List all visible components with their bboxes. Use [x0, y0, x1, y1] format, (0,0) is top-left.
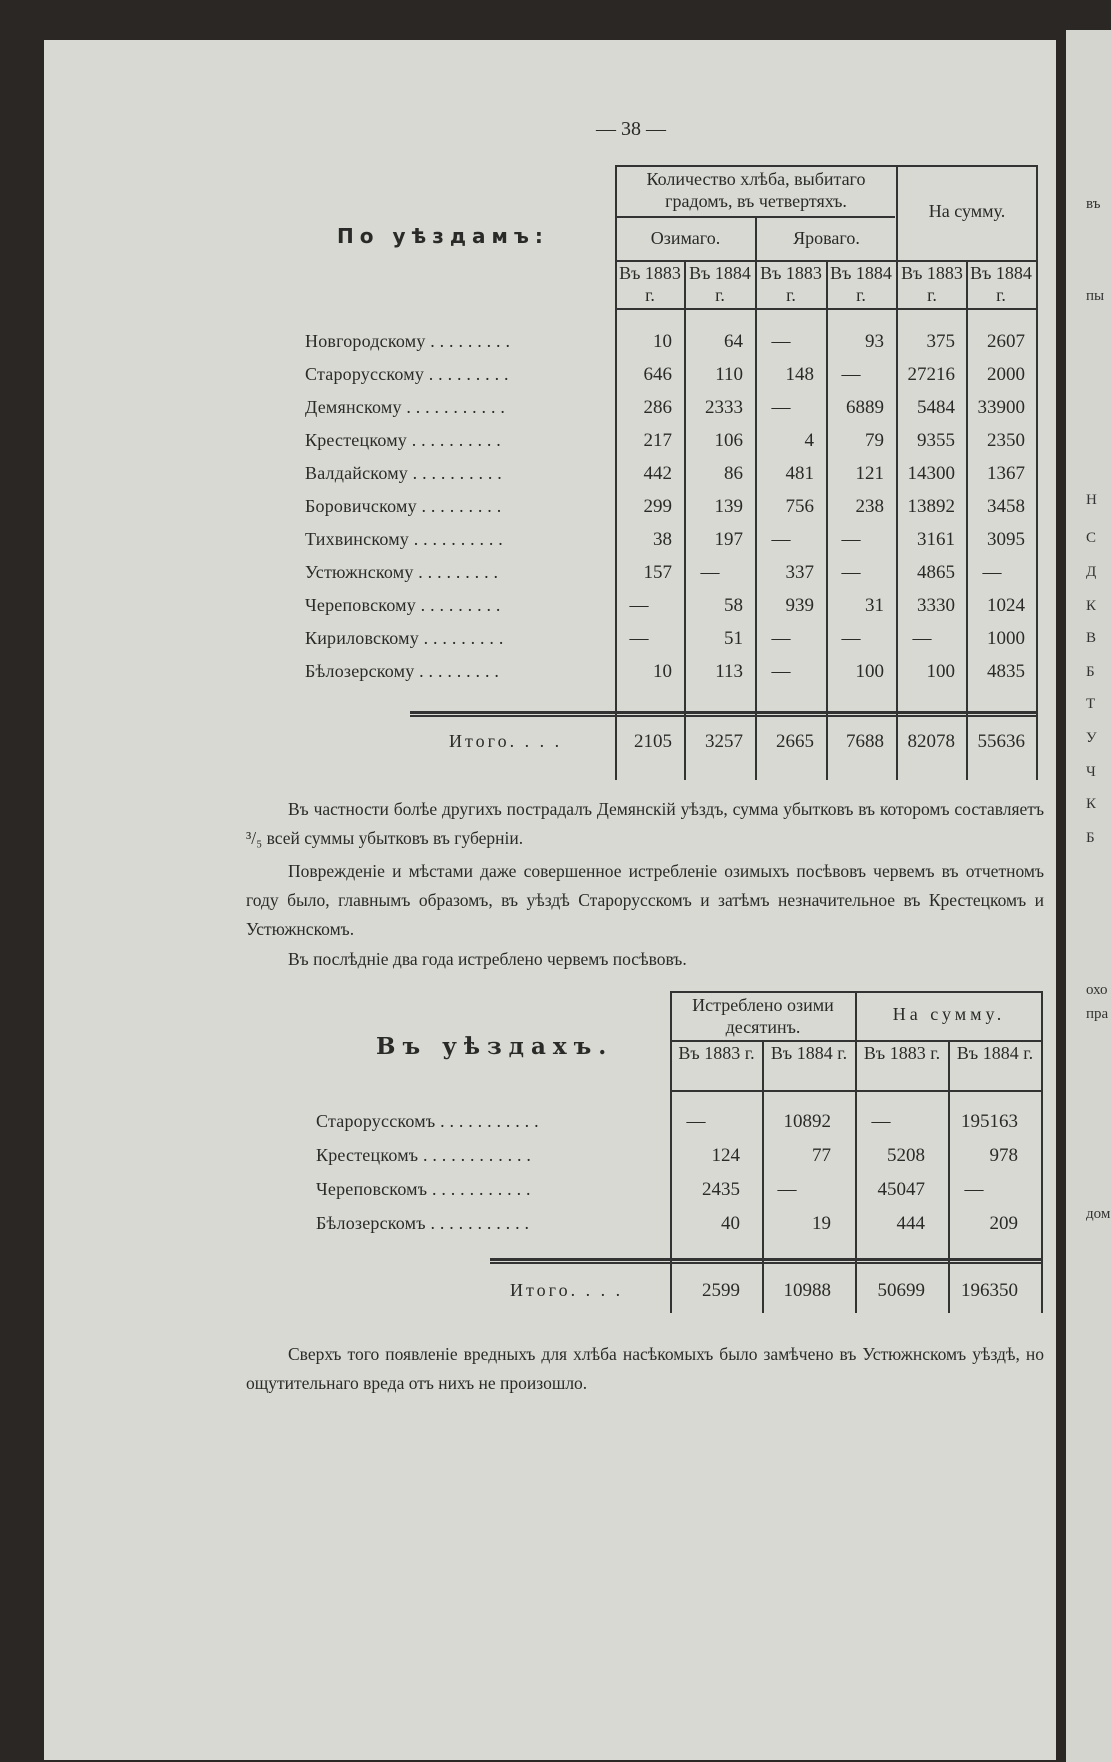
table1-cell: 58	[724, 595, 743, 616]
table1-cell: —	[771, 529, 791, 550]
edge-fragment: Д	[1086, 564, 1097, 580]
table1-cell: —	[841, 364, 861, 385]
table1-cell: 100	[926, 661, 955, 682]
table1-cell: 2000	[987, 364, 1025, 385]
table1-cell: 756	[785, 496, 814, 517]
table1-cell: 148	[785, 364, 814, 385]
table1-cell: 3330	[917, 595, 955, 616]
table2-year-header: Въ 1883 г.	[863, 1043, 941, 1063]
edge-fragment: пы	[1086, 288, 1105, 304]
table1-cell: 337	[785, 562, 814, 583]
table1-row-label: Боровичскому . . . . . . . . .	[305, 496, 502, 516]
table1-row-label: Новгородскому . . . . . . . . .	[305, 331, 511, 351]
page-number: — 38 —	[596, 118, 666, 140]
table1-cell: 5484	[917, 397, 955, 418]
table2-total-cell: 10988	[783, 1280, 831, 1301]
edge-fragment: въ	[1086, 196, 1101, 212]
table1-total-cell: 7688	[846, 731, 884, 752]
paragraph-two-years: Въ послѣдніе два года истреблено червемъ посѣвовъ.	[288, 949, 687, 969]
facing-page-edge	[1066, 30, 1111, 1762]
edge-fragment: С	[1086, 530, 1097, 546]
table2-sum-group-header: На сумму.	[892, 1004, 1006, 1024]
table1-row-label: Устюжнскому . . . . . . . . .	[305, 562, 499, 582]
table1-row-label: Кириловскому . . . . . . . . .	[305, 628, 504, 648]
table1-row-label: Старорусскому . . . . . . . . .	[305, 364, 509, 384]
table1-cell: —	[629, 628, 649, 649]
edge-fragment: дом	[1086, 1206, 1111, 1222]
edge-fragment: Ч	[1086, 764, 1096, 780]
table1-cell: —	[700, 562, 720, 583]
table2-year-header: Въ 1884 г.	[770, 1043, 848, 1063]
table1-cell: 100	[855, 661, 884, 682]
table1-year-header: Въ 1884 г.	[689, 263, 751, 305]
table1-cell: 2333	[705, 397, 743, 418]
table1-cell: 375	[926, 331, 955, 352]
table2-cell: 444	[896, 1213, 925, 1234]
table1-cell: —	[982, 562, 1002, 583]
table1-cell: 197	[714, 529, 743, 550]
table1-cell: 110	[715, 364, 743, 385]
table2-cell: 978	[989, 1145, 1018, 1166]
table1-cell: 3161	[917, 529, 955, 550]
table1-cell: 64	[724, 331, 743, 352]
table1-cell: 481	[785, 463, 814, 484]
table1-cell: 238	[855, 496, 884, 517]
table1-year-header: Въ 1883 г.	[760, 263, 822, 305]
table1-grain-group-header: Количество хлѣба, выбитаго градомъ, въ четвертяхъ.	[646, 169, 866, 211]
paragraph-worm-damage: Поврежденіе и мѣстами даже совершенное истребленіе озимыхъ посѣвовъ червемъ въ отчетномъ году было, главнымъ образомъ, въ уѣздѣ Старорусскомъ и затѣмъ незначительное въ Крестецкомъ и Устюжнскомъ.	[246, 861, 1044, 939]
table1-heading: По уѣздамъ:	[337, 224, 549, 248]
table1-cell: 3095	[987, 529, 1025, 550]
table2-total-cell: 2599	[702, 1280, 740, 1301]
table1-cell: 121	[855, 463, 884, 484]
table1-cell: 646	[643, 364, 672, 385]
table2-cell: 19	[812, 1213, 831, 1234]
edge-fragment: Н	[1086, 492, 1097, 508]
table1-cell: 6889	[846, 397, 884, 418]
table2-cell: —	[686, 1111, 706, 1132]
table2-cell: —	[871, 1111, 891, 1132]
edge-fragment: охо	[1086, 982, 1108, 998]
table1-year-header: Въ 1883 г.	[619, 263, 681, 305]
table1-cell: 113	[715, 661, 743, 682]
table1-row-label: Тихвинскому . . . . . . . . . .	[305, 529, 504, 549]
edge-fragment: У	[1086, 730, 1097, 746]
table1-cell: 93	[865, 331, 884, 352]
table1-cell: 79	[865, 430, 884, 451]
edge-fragment: К	[1086, 598, 1097, 614]
table1-cell: 14300	[907, 463, 955, 484]
table1-cell: 33900	[977, 397, 1025, 418]
table1-cell: 2350	[987, 430, 1025, 451]
table1-cell: —	[771, 628, 791, 649]
table1-cell: 86	[724, 463, 743, 484]
table2-cell: 77	[812, 1145, 831, 1166]
table1-cell: 3458	[987, 496, 1025, 517]
table1-cell: —	[771, 397, 791, 418]
table1-total-cell: 82078	[907, 731, 955, 752]
table2-row-label: Крестецкомъ . . . . . . . . . . . .	[316, 1145, 532, 1165]
table1-cell: 1367	[987, 463, 1025, 484]
table2-cell: 10892	[783, 1111, 831, 1132]
edge-fragment: Т	[1086, 696, 1096, 712]
table1-sum-group-header: На сумму.	[928, 201, 1006, 221]
table2-row-label: Старорусскомъ . . . . . . . . . . .	[316, 1111, 539, 1131]
table1-row-label: Валдайскому . . . . . . . . . .	[305, 463, 502, 483]
table1-cell: 38	[653, 529, 672, 550]
table1-spring-header: Яроваго.	[793, 228, 860, 248]
table1-cell: 4835	[987, 661, 1025, 682]
edge-fragment: В	[1086, 630, 1097, 646]
table2-cell: 2435	[702, 1179, 740, 1200]
table2-row-label: Бѣлозерскомъ . . . . . . . . . . .	[316, 1213, 530, 1233]
table2-heading: Въ уѣздахъ.	[376, 1033, 614, 1060]
table1-cell: 1024	[987, 595, 1025, 616]
table1-year-header: Въ 1884 г.	[970, 263, 1032, 305]
table1-cell: 286	[643, 397, 672, 418]
table1-row-label: Череповскому . . . . . . . . .	[305, 595, 501, 615]
table1-cell: 106	[714, 430, 743, 451]
table1-total-label: Итого. . . .	[449, 731, 563, 751]
table1-row-label: Бѣлозерскому . . . . . . . . .	[305, 661, 500, 681]
table2-cell: 124	[711, 1145, 740, 1166]
table1-cell: 299	[643, 496, 672, 517]
table1-cell: 217	[643, 430, 672, 451]
table1-cell: 1000	[987, 628, 1025, 649]
table2-cell: 195163	[961, 1111, 1018, 1132]
table1-cell: 139	[714, 496, 743, 517]
edge-fragment: пра	[1086, 1006, 1109, 1022]
table1-total-cell: 2105	[634, 731, 672, 752]
table2-cell: 5208	[887, 1145, 925, 1166]
table2-cell: —	[964, 1179, 984, 1200]
table1-winter-header: Озимаго.	[650, 228, 721, 248]
table1-cell: —	[841, 529, 861, 550]
table1-year-header: Въ 1883 г.	[901, 263, 963, 305]
table1-cell: 4	[804, 430, 814, 451]
table1-cell: 157	[643, 562, 672, 583]
table1-cell: 51	[724, 628, 743, 649]
edge-fragment: К	[1086, 796, 1097, 812]
table1-cell: 31	[865, 595, 884, 616]
table1-cell: —	[841, 628, 861, 649]
table1-cell: 939	[785, 595, 814, 616]
table1-cell: 2607	[987, 331, 1025, 352]
table2-total-cell: 196350	[961, 1280, 1018, 1301]
table1-cell: 13892	[907, 496, 955, 517]
table1-total-cell: 3257	[705, 731, 743, 752]
table1-cell: —	[771, 661, 791, 682]
table1-cell: 9355	[917, 430, 955, 451]
table2-cell: —	[777, 1179, 797, 1200]
table2-total-cell: 50699	[877, 1280, 925, 1301]
table1-row-label: Крестецкому . . . . . . . . . .	[305, 430, 501, 450]
table1-cell: —	[771, 331, 791, 352]
table2-cell: 209	[989, 1213, 1018, 1234]
table1-cell: —	[841, 562, 861, 583]
table1-total-cell: 2665	[776, 731, 814, 752]
table2-total-label: Итого. . . .	[510, 1280, 624, 1300]
table2-year-header: Въ 1884 г.	[956, 1043, 1034, 1063]
table1-row-label: Демянскому . . . . . . . . . . .	[305, 397, 506, 417]
table2-year-header: Въ 1883 г.	[678, 1043, 755, 1063]
table1-cell: 10	[653, 331, 672, 352]
table1-cell: 4865	[917, 562, 955, 583]
table2-cell: 40	[721, 1213, 740, 1234]
table1-cell: —	[912, 628, 932, 649]
paragraph-demyansk: Въ частности болѣе другихъ пострадалъ Демянскій уѣздъ, сумма убытковъ въ которомъ составляетъ ³/₅ всей суммы убытковъ въ губерніи.	[246, 799, 1044, 848]
edge-fragment: Б	[1086, 664, 1095, 680]
table2-row-label: Череповскомъ . . . . . . . . . . .	[316, 1179, 531, 1199]
table2-cell: 45047	[877, 1179, 925, 1200]
table1-year-header: Въ 1884 г.	[830, 263, 892, 305]
table1-cell: —	[629, 595, 649, 616]
edge-fragment: Б	[1086, 830, 1095, 846]
table1-total-cell: 55636	[977, 731, 1025, 752]
paragraph-insects: Сверхъ того появленіе вредныхъ для хлѣба насѣкомыхъ было замѣчено въ Устюжнскомъ уѣздѣ, но ощутительнаго вреда отъ нихъ не произошло.	[246, 1344, 1044, 1393]
table1-cell: 10	[653, 661, 672, 682]
table1-cell: 442	[643, 463, 672, 484]
table2-area-group-header: Истреблено озими десятинъ.	[692, 995, 834, 1037]
table1-cell: 27216	[907, 364, 955, 385]
